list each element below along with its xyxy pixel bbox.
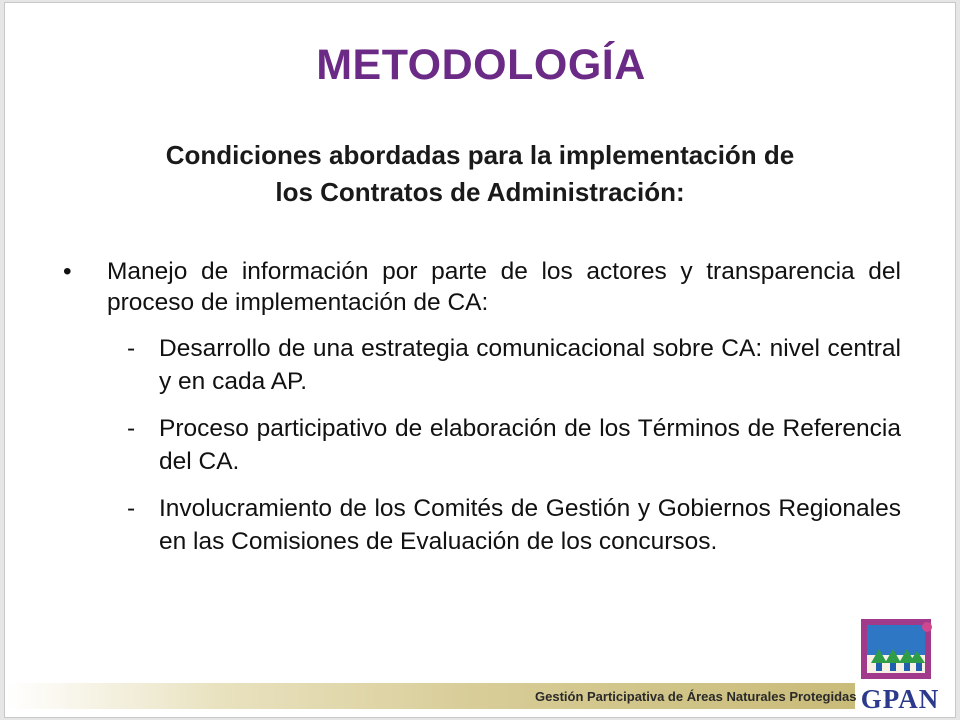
slide-content xyxy=(63,256,901,558)
footer-text: Gestión Participativa de Áreas Naturales Protegidas xyxy=(535,689,857,704)
sub-item-dash: - xyxy=(127,415,136,442)
logo-flower xyxy=(922,622,932,632)
logo-text: GPAN xyxy=(860,684,940,714)
bullet-item xyxy=(63,256,901,318)
sub-item-text: Desarrollo de una estrategia comunicacional sobre CA: nivel central y en cada AP. xyxy=(159,335,901,395)
sub-item-1 xyxy=(127,332,901,398)
sub-item-2 xyxy=(127,412,901,478)
sub-item-3 xyxy=(127,492,901,558)
sub-item-dash: - xyxy=(127,495,136,522)
slide xyxy=(4,2,956,718)
subtitle-line-1: Condiciones abordadas para la implementación de xyxy=(165,140,795,170)
bullet-marker: • xyxy=(63,258,72,285)
subtitle-line-2: los Contratos de Administración: xyxy=(275,177,685,207)
logo-sky xyxy=(867,625,925,655)
slide-title: METODOLOGÍA xyxy=(316,41,646,89)
bullet-text: Manejo de información por parte de los actores y transparencia del proceso de implementación de CA: xyxy=(107,258,901,316)
sub-item-text: Involucramiento de los Comités de Gestión y Gobiernos Regionales en las Comisiones de Evaluación de los concursos. xyxy=(159,495,901,555)
sub-item-dash: - xyxy=(127,335,136,362)
slide-subtitle xyxy=(85,137,875,211)
sub-item-text: Proceso participativo de elaboración de los Términos de Referencia del CA. xyxy=(159,415,901,475)
